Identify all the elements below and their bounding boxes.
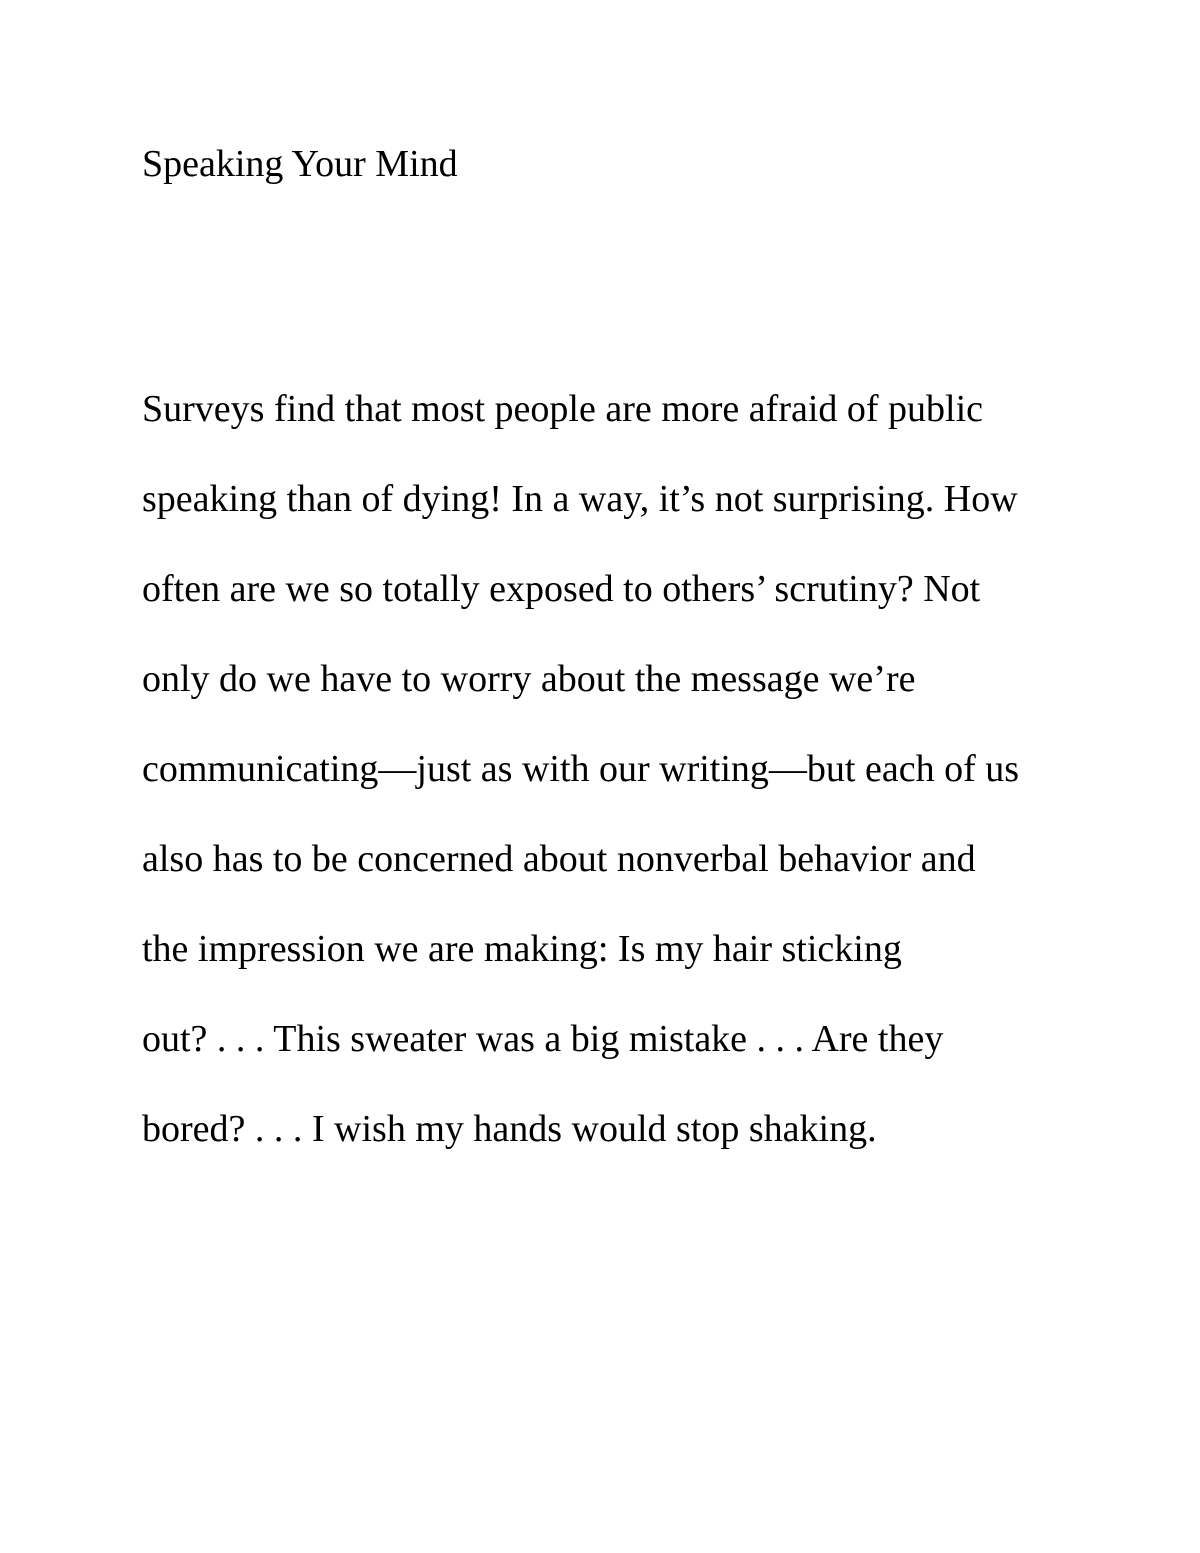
body-line: communicating—just as with our writing—but each of us xyxy=(142,748,1020,790)
document-title: Speaking Your Mind xyxy=(142,143,458,185)
body-line: speaking than of dying! In a way, it’s not surprising. How xyxy=(142,478,1018,520)
body-line: bored? . . . I wish my hands would stop shaking. xyxy=(142,1108,877,1150)
body-line: Surveys find that most people are more afraid of public xyxy=(142,388,984,430)
body-line: also has to be concerned about nonverbal behavior and xyxy=(142,838,976,880)
body-paragraph xyxy=(142,385,1102,1195)
body-line: only do we have to worry about the message we’re xyxy=(142,658,916,700)
body-line: often are we so totally exposed to others’ scrutiny? Not xyxy=(142,568,981,610)
body-line: out? . . . This sweater was a big mistake . . . Are they xyxy=(142,1018,944,1060)
body-line: the impression we are making: Is my hair sticking xyxy=(142,928,902,970)
